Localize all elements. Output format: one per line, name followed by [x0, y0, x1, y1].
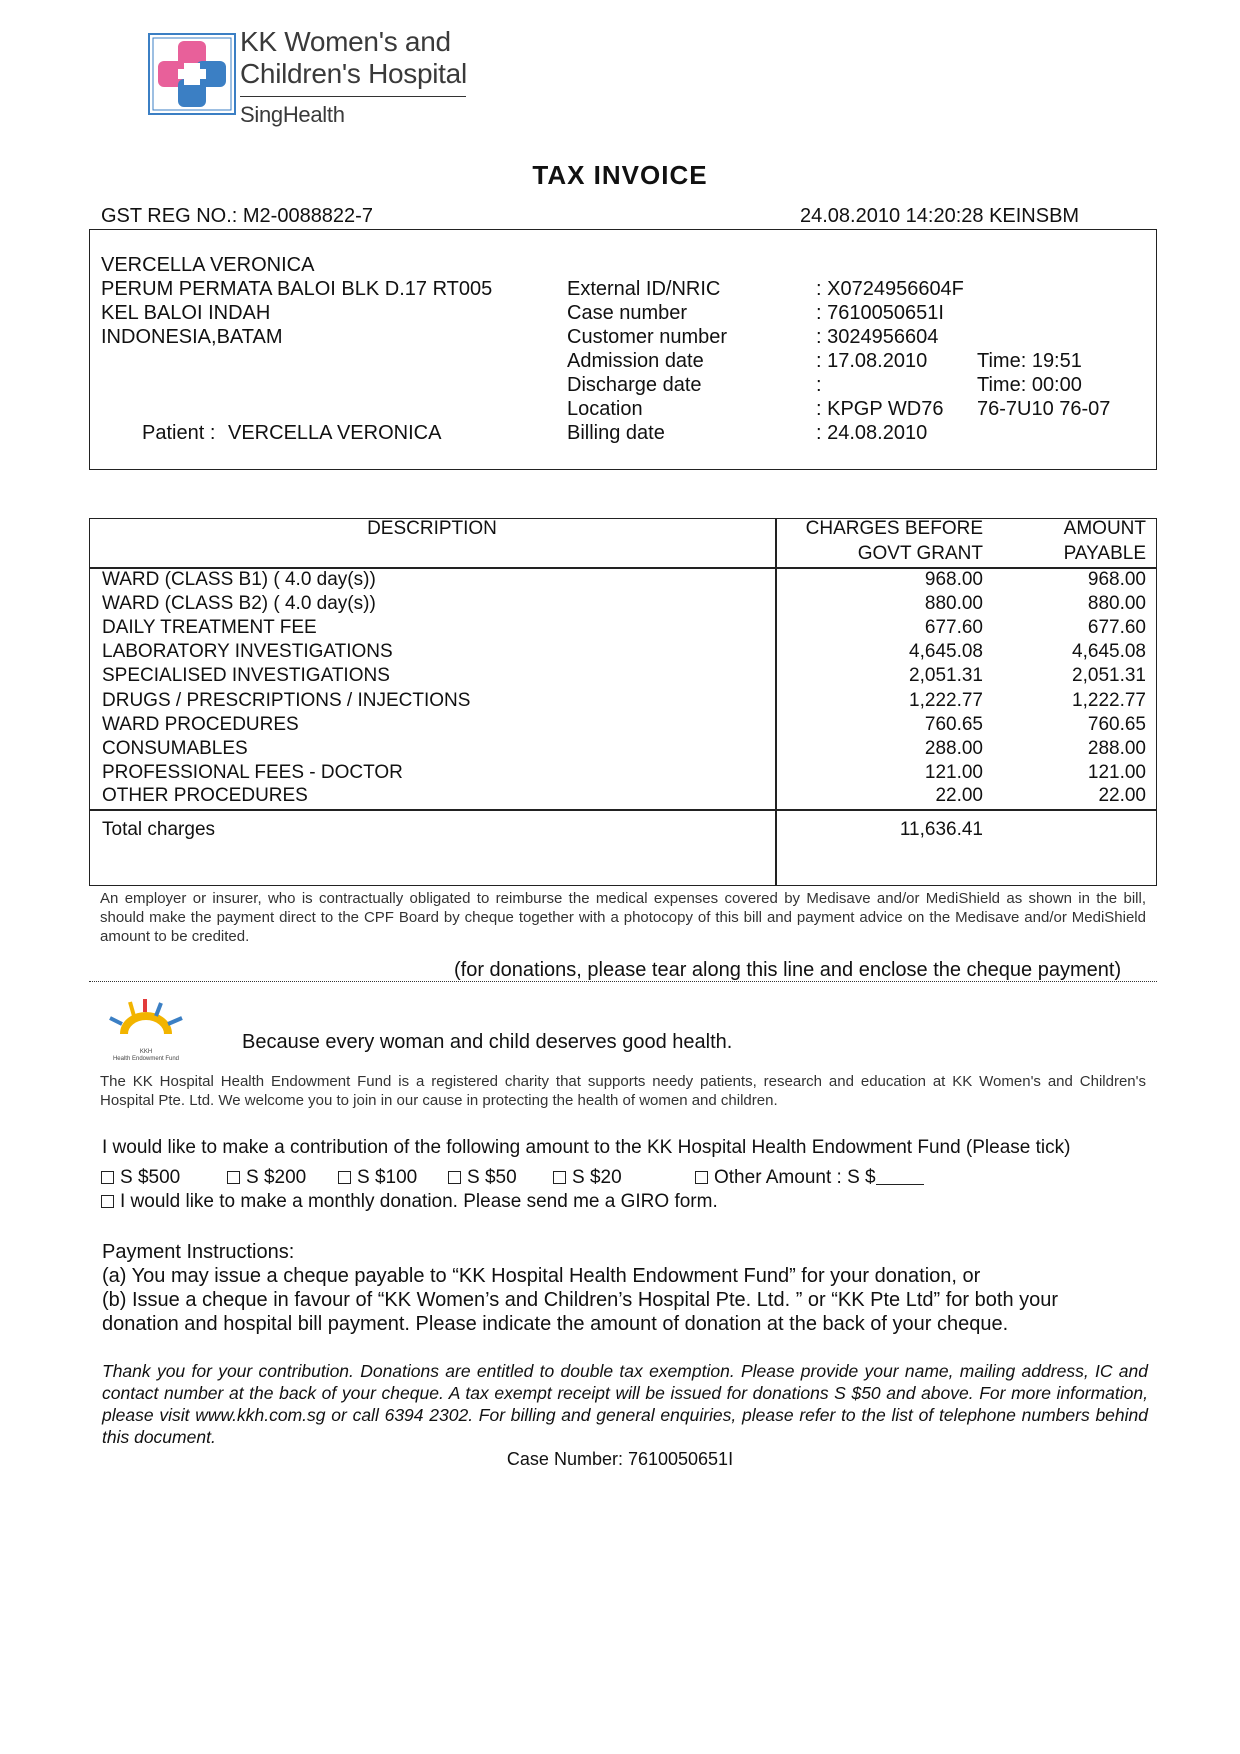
row-payable: 2,051.31 — [1072, 665, 1146, 686]
hospital-logo-icon — [148, 33, 236, 115]
row-payable: 4,645.08 — [1072, 641, 1146, 662]
address-line: KEL BALOI INDAH — [101, 302, 271, 324]
row-description: DRUGS / PRESCRIPTIONS / INJECTIONS — [102, 690, 471, 711]
field-label: Admission date — [567, 350, 704, 372]
field-value: : 3024956604 — [816, 326, 939, 348]
row-description: PROFESSIONAL FEES - DOCTOR — [102, 762, 403, 783]
hospital-name-line1: KK Women's and — [240, 26, 451, 57]
checkbox-icon[interactable] — [227, 1171, 240, 1184]
field-label: Billing date — [567, 422, 665, 444]
amount-option[interactable] — [101, 1166, 180, 1190]
field-label: External ID/NRIC — [567, 278, 721, 300]
row-before: 22.00 — [935, 785, 983, 806]
amount-option-label: S $100 — [357, 1167, 418, 1188]
row-payable: 121.00 — [1087, 762, 1146, 783]
case-number-footer: Case Number: 7610050651I — [506, 1449, 734, 1469]
field-label: Customer number — [567, 326, 728, 348]
amount-option-label: S $50 — [467, 1167, 517, 1188]
field-value: : X0724956604F — [816, 278, 964, 300]
other-amount-field[interactable] — [876, 1168, 924, 1185]
row-before: 760.65 — [924, 714, 983, 735]
field-extra: 76-7U10 76-07 — [977, 398, 1111, 420]
payment-heading: Payment Instructions: — [102, 1241, 295, 1263]
checkbox-icon[interactable] — [101, 1171, 114, 1184]
tear-line — [89, 981, 1157, 982]
row-before: 1,222.77 — [909, 690, 983, 711]
field-extra: Time: 19:51 — [977, 350, 1082, 372]
group-name: SingHealth — [240, 102, 345, 127]
row-description: CONSUMABLES — [102, 738, 248, 759]
amount-option-label: S $200 — [246, 1167, 307, 1188]
patient-name: VERCELLA VERONICA — [228, 422, 442, 444]
fund-logo-text: KKH — [139, 1049, 153, 1055]
row-description: WARD (CLASS B2) ( 4.0 day(s)) — [102, 593, 376, 614]
row-before: 880.00 — [924, 593, 983, 614]
contribution-prompt: I would like to make a contribution of the following amount to the KK Hospital Health Endowment Fund (Please tick) — [102, 1137, 1071, 1158]
row-payable: 760.65 — [1087, 714, 1146, 735]
field-value: : 24.08.2010 — [816, 422, 928, 444]
field-label: Discharge date — [567, 374, 702, 396]
row-before: 4,645.08 — [909, 641, 983, 662]
gst-reg-number: GST REG NO.: M2-0088822-7 — [101, 205, 373, 227]
row-before: 288.00 — [924, 738, 983, 759]
amount-option-label: S $500 — [120, 1167, 181, 1188]
endowment-fund-logo-icon — [104, 998, 188, 1050]
row-description: DAILY TREATMENT FEE — [102, 617, 317, 638]
amount-option[interactable] — [553, 1166, 622, 1190]
row-payable: 880.00 — [1087, 593, 1146, 614]
field-value: : KPGP WD76 — [816, 398, 944, 420]
field-value: : — [816, 374, 822, 396]
invoice-timestamp: 24.08.2010 14:20:28 KEINSBM — [800, 205, 1080, 227]
checkbox-icon[interactable] — [695, 1171, 708, 1184]
total-label: Total charges — [102, 819, 216, 840]
row-payable: 22.00 — [1098, 785, 1146, 806]
row-before: 677.60 — [924, 617, 983, 638]
row-payable: 677.60 — [1087, 617, 1146, 638]
column-header-payable: PAYABLE — [1063, 543, 1146, 564]
payment-option-a: (a) You may issue a cheque payable to “KK Hospital Health Endowment Fund” for your donation, or — [102, 1265, 981, 1287]
address-line: INDONESIA,BATAM — [101, 326, 283, 348]
field-value: : 7610050651I — [816, 302, 944, 324]
row-description: LABORATORY INVESTIGATIONS — [102, 641, 393, 662]
address-line: VERCELLA VERONICA — [101, 254, 315, 276]
donation-slogan: Because every woman and child deserves good health. — [242, 1031, 733, 1053]
column-header-description: DESCRIPTION — [367, 518, 497, 539]
monthly-donation-option[interactable] — [101, 1190, 718, 1214]
fund-logo-text: Health Endowment Fund — [112, 1056, 180, 1062]
row-description: WARD (CLASS B1) ( 4.0 day(s)) — [102, 569, 376, 590]
row-payable: 288.00 — [1087, 738, 1146, 759]
field-label: Location — [567, 398, 643, 420]
checkbox-icon[interactable] — [338, 1171, 351, 1184]
row-before: 2,051.31 — [909, 665, 983, 686]
other-amount-label: Other Amount : S $ — [714, 1167, 876, 1188]
amount-option-label: S $20 — [572, 1167, 622, 1188]
field-label: Case number — [567, 302, 688, 324]
field-extra: Time: 00:00 — [977, 374, 1082, 396]
monthly-donation-label: I would like to make a monthly donation. Please send me a GIRO form. — [120, 1191, 718, 1212]
document-title: TAX INVOICE — [532, 160, 708, 190]
checkbox-icon[interactable] — [553, 1171, 566, 1184]
field-value: : 17.08.2010 — [816, 350, 928, 372]
fund-logo-caption — [104, 1049, 188, 1063]
row-before: 968.00 — [924, 569, 983, 590]
hospital-name-line2: Children's Hospital — [240, 58, 467, 89]
payment-option-b: (b) Issue a cheque in favour of “KK Women’s and Children’s Hospital Pte. Ltd. ” or “KK Pte Ltd” for both your donation and hospital bill payment. Please indicate the amount of donation at the back of your cheque. — [102, 1289, 1059, 1335]
brand-divider — [240, 96, 466, 97]
row-description: OTHER PROCEDURES — [102, 785, 308, 806]
cpf-notice: An employer or insurer, who is contractually obligated to reimburse the medical expenses covered by Medisave and/or MediShield as shown in the bill, should make the payment direct to the CPF Board by cheque together with a photocopy of this bill and payment advice on the Medisave and/or MediShield amount to be credited. — [100, 890, 1146, 945]
column-header-before: GOVT GRANT — [857, 543, 983, 564]
amount-option[interactable] — [338, 1166, 417, 1190]
total-before: 11,636.41 — [899, 819, 983, 840]
row-payable: 1,222.77 — [1072, 690, 1146, 711]
total-divider — [89, 809, 1157, 811]
row-before: 121.00 — [924, 762, 983, 783]
row-description: WARD PROCEDURES — [102, 714, 299, 735]
thank-you-note: Thank you for your contribution. Donations are entitled to double tax exemption. Please provide your name, mailing address, IC and contact number at the back of your cheque. A tax exempt receipt will be issued for donations S $50 and above. For more information, please visit www.kkh.com.sg or call 6394 2302. For billing and general enquiries, please refer to the list of telephone numbers behind this document. — [102, 1361, 1148, 1447]
row-description: SPECIALISED INVESTIGATIONS — [102, 665, 390, 686]
patient-label: Patient : — [142, 422, 216, 444]
amount-option[interactable] — [448, 1166, 517, 1190]
fund-description: The KK Hospital Health Endowment Fund is a registered charity that supports needy patients, research and education at KK Women's and Children's Hospital Pte. Ltd. We welcome you to join in our cause in protecting the health of women and children. — [100, 1073, 1146, 1109]
address-line: PERUM PERMATA BALOI BLK D.17 RT005 — [101, 278, 493, 300]
column-header-payable: AMOUNT — [1063, 518, 1146, 539]
column-header-before: CHARGES BEFORE — [805, 518, 983, 539]
checkbox-icon[interactable] — [448, 1171, 461, 1184]
checkbox-icon[interactable] — [101, 1195, 114, 1208]
amount-option[interactable] — [227, 1166, 306, 1190]
other-amount-option[interactable] — [695, 1166, 924, 1190]
tear-instruction: (for donations, please tear along this line and enclose the cheque payment) — [454, 959, 1122, 981]
row-payable: 968.00 — [1087, 569, 1146, 590]
